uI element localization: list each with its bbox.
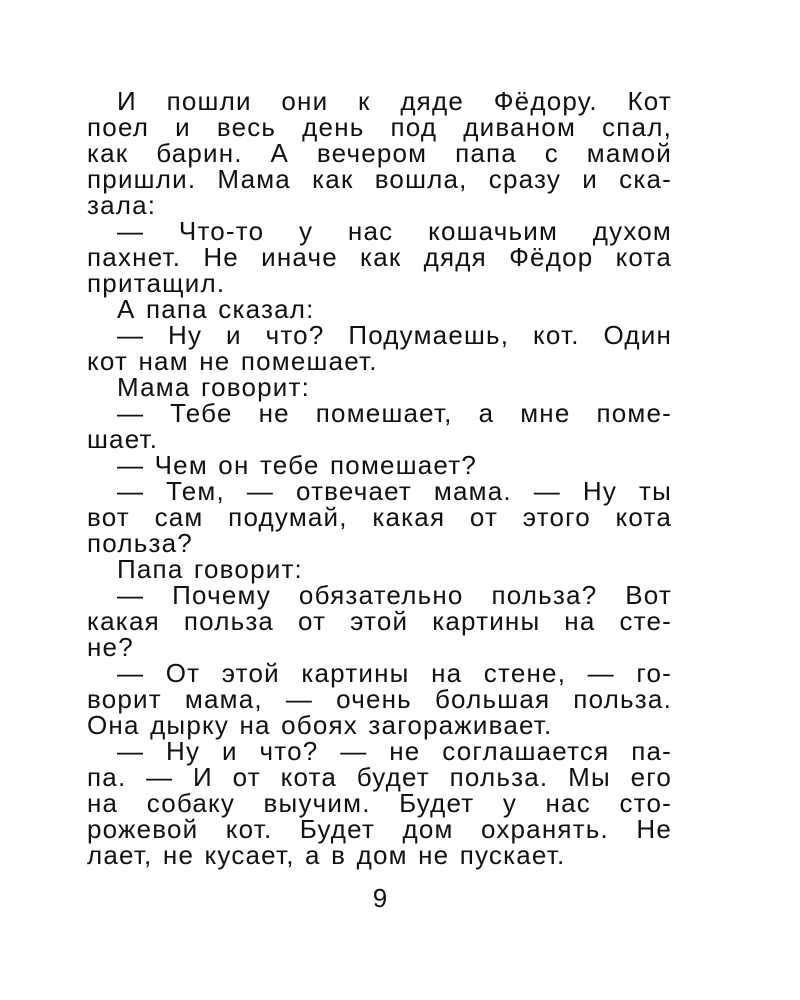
text-line: — Ну и что? Подумаешь, кот. Один	[117, 320, 672, 350]
text-line: на собаку выучим. Будет у нас сто-	[87, 788, 672, 818]
text-line: какая польза от этой картины на сте-	[87, 606, 672, 636]
text-line: как барин. А вечером папа с мамой	[87, 138, 672, 168]
text-line: — Тебе не помешает, а мне поме-	[117, 398, 672, 428]
text-line: зала:	[87, 190, 157, 220]
body-text	[87, 88, 672, 868]
text-line: А папа сказал:	[117, 294, 315, 324]
text-line: шает.	[87, 424, 159, 454]
text-line: — Чем он тебе помешает?	[117, 450, 477, 480]
text-line: — От этой картины на стене, — го-	[117, 658, 672, 688]
text-line: Папа говорит:	[117, 554, 303, 584]
text-line: па. — И от кота будет польза. Мы его	[87, 762, 672, 792]
page-number: 9	[372, 883, 388, 913]
text-line: лает, не кусает, а в дом не пускает.	[87, 840, 566, 870]
text-line: — Что-то у нас кошачьим духом	[117, 216, 672, 246]
text-line: поел и весь день под диваном спал,	[87, 112, 672, 142]
text-line: — Тем, — отвечает мама. — Ну ты	[117, 476, 672, 506]
text-line: вот сам подумай, какая от этого кота	[87, 502, 672, 532]
text-line: И пошли они к дяде Фёдору. Кот	[117, 86, 672, 116]
text-line: пришли. Мама как вошла, сразу и ска-	[87, 164, 672, 194]
text-line: кот нам не помешает.	[87, 346, 378, 376]
text-line: — Ну и что? — не соглашается па-	[117, 736, 672, 766]
text-line: притащил.	[87, 268, 226, 298]
text-line: рожевой кот. Будет дом охранять. Не	[87, 814, 672, 844]
text-line: Она дырку на обоях загораживает.	[87, 710, 553, 740]
text-line: — Почему обязательно польза? Вот	[117, 580, 672, 610]
text-line: Мама говорит:	[117, 372, 311, 402]
text-line: не?	[87, 632, 134, 662]
text-line: ворит мама, — очень большая польза.	[87, 684, 672, 714]
text-line: пахнет. Не иначе как дядя Фёдор кота	[87, 242, 672, 272]
text-line: польза?	[87, 528, 193, 558]
